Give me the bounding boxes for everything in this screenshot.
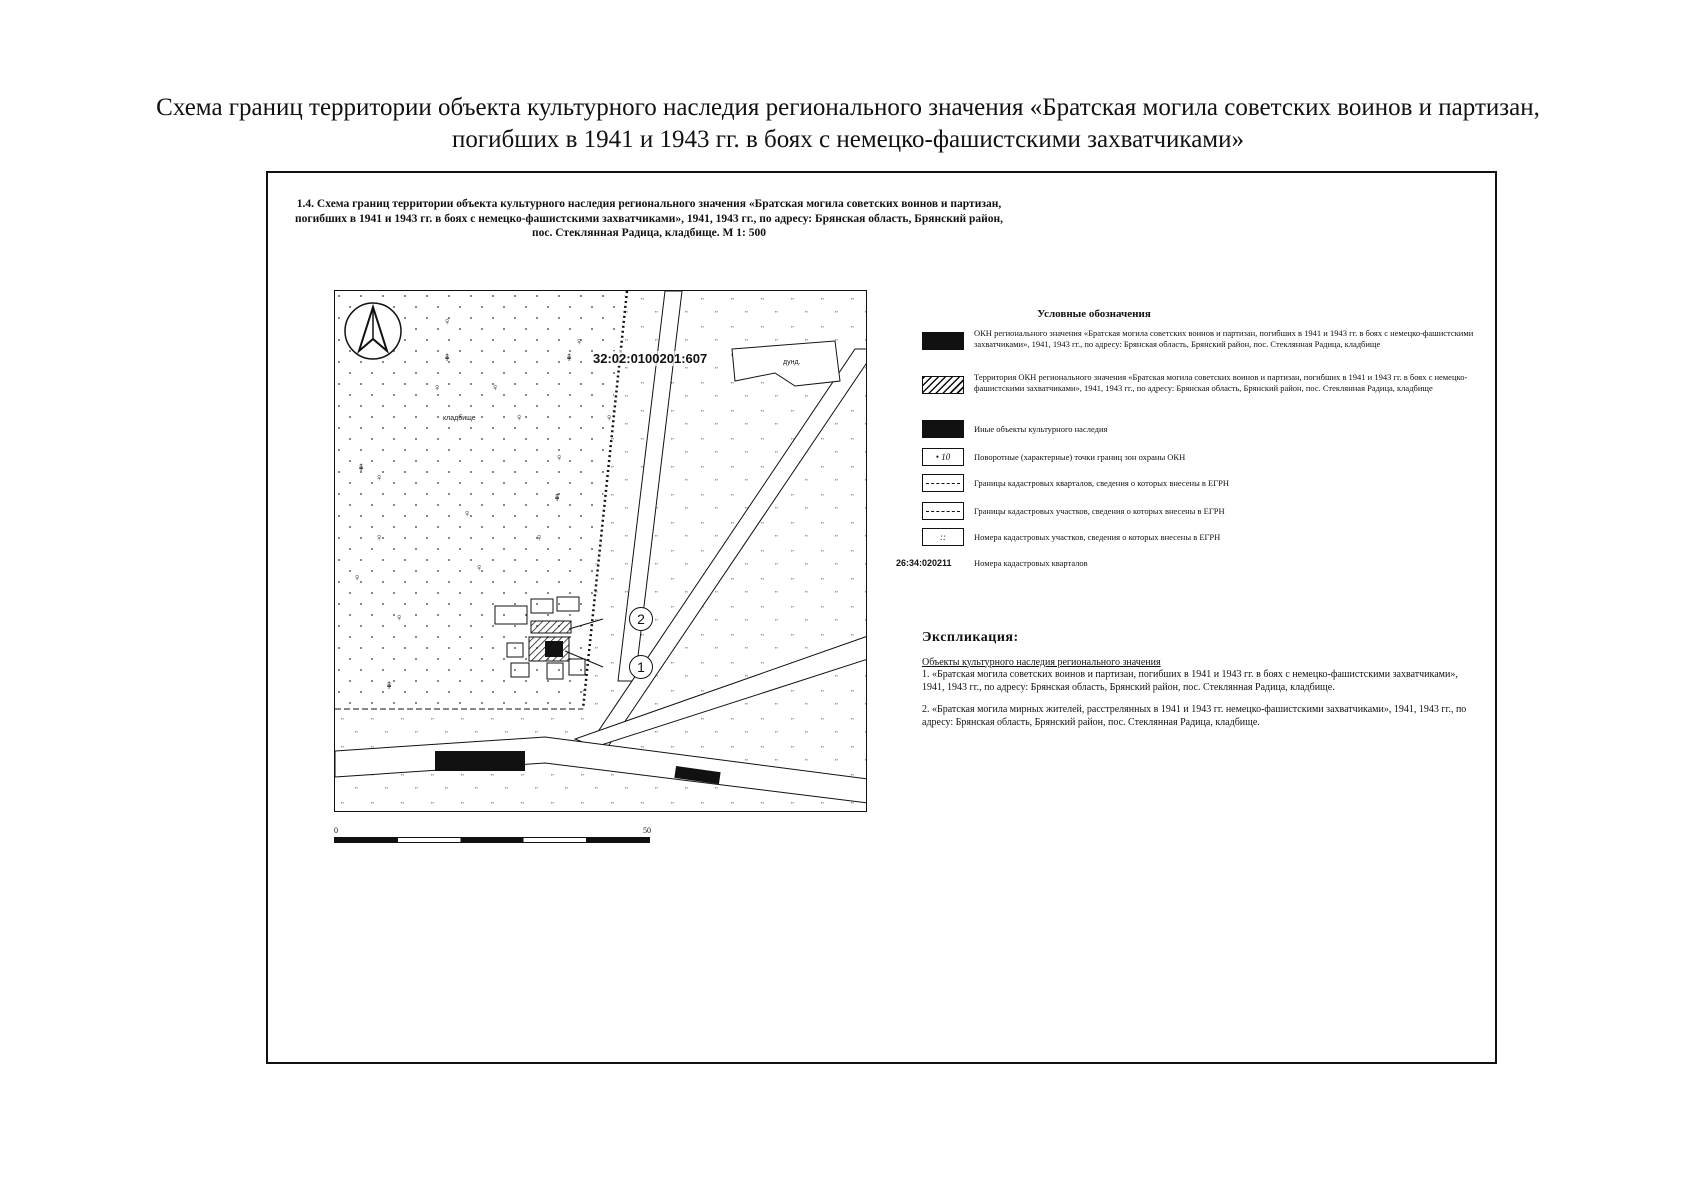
parcel-boundary-swatch bbox=[922, 502, 964, 520]
legend-item-quarter-boundaries bbox=[896, 472, 1496, 502]
other-heritage-swatch bbox=[922, 420, 964, 438]
legend-item-text: Поворотные (характерные) точки границ зон охраны ОКН bbox=[974, 452, 1186, 462]
svg-text:♀: ♀ bbox=[353, 572, 362, 584]
scale-bar bbox=[334, 826, 654, 848]
svg-text:⇞: ⇞ bbox=[357, 463, 366, 474]
svg-text:⇞: ⇞ bbox=[565, 353, 574, 364]
explication bbox=[922, 632, 1482, 739]
scale-bar-graphic bbox=[334, 837, 650, 843]
legend-item-okn bbox=[896, 326, 1496, 356]
svg-text:♀: ♀ bbox=[535, 532, 544, 544]
legend-item-text: Номера кадастровых участков, сведения о которых внесены в ЕГРН bbox=[974, 532, 1221, 542]
legend-title: Условные обозначения bbox=[1037, 308, 1151, 320]
parcel-number-swatch: :: bbox=[922, 528, 964, 546]
explication-heading: Объекты культурного наследия регионального значения bbox=[922, 656, 1161, 668]
grave-2-territory bbox=[531, 621, 571, 633]
page-title: Схема границ территории объекта культурного наследия регионального значения «Братская могила советских воинов и партизан, погибших в 1941 и 1943 гг. в боях с немецко-фашистскими захватчиками» bbox=[156, 94, 1540, 153]
map-drawing bbox=[335, 291, 867, 812]
svg-text:⇞: ⇞ bbox=[443, 353, 452, 364]
points-swatch: • 10 bbox=[922, 448, 964, 466]
legend-item-text: Территория ОКН регионального значения «Братская могила советских воинов и партизан, погибших в 1941 и 1943 гг. в боях с немецко-фашистскими захватчиками», 1941, 1943 гг., по адресу: Брянская область, Брянский район, пос. Стеклянная Радица, кладбище bbox=[974, 372, 1468, 393]
legend-item-text: Границы кадастровых участков, сведения о которых внесены в ЕГРН bbox=[974, 506, 1225, 516]
scale-zero-label: 0 bbox=[334, 826, 338, 835]
marker-1: 1 bbox=[629, 655, 653, 679]
territory-swatch bbox=[922, 376, 964, 394]
cadastral-number-label: 32:02:0100201:607 bbox=[593, 351, 708, 366]
explication-title: Экспликация: bbox=[922, 630, 1019, 645]
svg-text:♀: ♀ bbox=[375, 472, 384, 484]
svg-text:♀: ♀ bbox=[433, 382, 442, 394]
svg-text:♀: ♀ bbox=[443, 316, 452, 328]
svg-text:♀: ♀ bbox=[575, 336, 584, 348]
svg-text:♀: ♀ bbox=[375, 532, 384, 544]
quarter-boundary-swatch bbox=[922, 474, 964, 492]
svg-text:♀: ♀ bbox=[515, 412, 524, 424]
legend-item-text: ОКН регионального значения «Братская могила советских воинов и партизан, погибших в 1941 и 1943 гг. в боях с немецко-фашистскими захватчиками», 1941, 1943 гг., по адресу: Брянская область, Брянский район, пос. Стеклянная Радица, кладбище bbox=[974, 328, 1474, 349]
legend-item-text: Иные объекты культурного наследия bbox=[974, 424, 1108, 434]
grave-1-object bbox=[545, 641, 563, 657]
svg-text:♀: ♀ bbox=[395, 612, 404, 624]
legend-item-quarter-numbers bbox=[896, 552, 1496, 582]
legend-item-territory bbox=[896, 370, 1496, 400]
svg-text:♀: ♀ bbox=[555, 452, 564, 464]
cemetery-label: кладбище bbox=[443, 415, 476, 422]
legend-item-other-heritage bbox=[896, 418, 1496, 448]
legend-item-text: Номера кадастровых кварталов bbox=[974, 558, 1088, 568]
legend-item-text: Границы кадастровых кварталов, сведения о которых внесены в ЕГРН bbox=[974, 478, 1230, 488]
explication-item-1: 1. «Братская могила советских воинов и партизан, погибших в 1941 и 1943 гг. в боях с немецко-фашистскими захватчиками», 1941, 1943 гг., по адресу: Брянская область, Брянский район, пос. Стеклянная Радица, кладбище. bbox=[922, 669, 1458, 693]
marker-2: 2 bbox=[629, 607, 653, 631]
svg-text:⇞: ⇞ bbox=[385, 681, 394, 692]
quarter-code-sample: 26:34:020211 bbox=[896, 558, 952, 568]
svg-text:♀: ♀ bbox=[475, 562, 484, 574]
svg-text:♀: ♀ bbox=[491, 382, 500, 394]
north-arrow-icon bbox=[345, 303, 401, 359]
explication-item-2: 2. «Братская могила мирных жителей, расстрелянных в 1941 и 1943 гг. немецко-фашистскими захватчиками», 1941, 1943 гг., по адресу: Брянская область, Брянский район, пос. Стеклянная Радица, кладбище. bbox=[922, 704, 1467, 728]
other-heritage-object-1 bbox=[435, 751, 525, 771]
sheet-title: 1.4. Схема границ территории объекта культурного наследия регионального значения «Братская могила советских воинов и партизан, погибших в 1941 и 1943 гг. в боях с немецко-фашистскими захватчиками», 1941, 1943 гг., по адресу: Брянская область, Брянский район, пос. Стеклянная Радица, кладбище. М 1: 500 bbox=[295, 198, 1003, 239]
building-label: дунд. bbox=[783, 359, 801, 366]
svg-text:♀: ♀ bbox=[605, 412, 614, 424]
svg-text:♀: ♀ bbox=[463, 508, 472, 520]
cadastral-map bbox=[334, 290, 867, 812]
scale-max-label: 50 bbox=[643, 826, 651, 835]
okn-swatch bbox=[922, 332, 964, 350]
svg-text:⇞: ⇞ bbox=[553, 493, 562, 504]
